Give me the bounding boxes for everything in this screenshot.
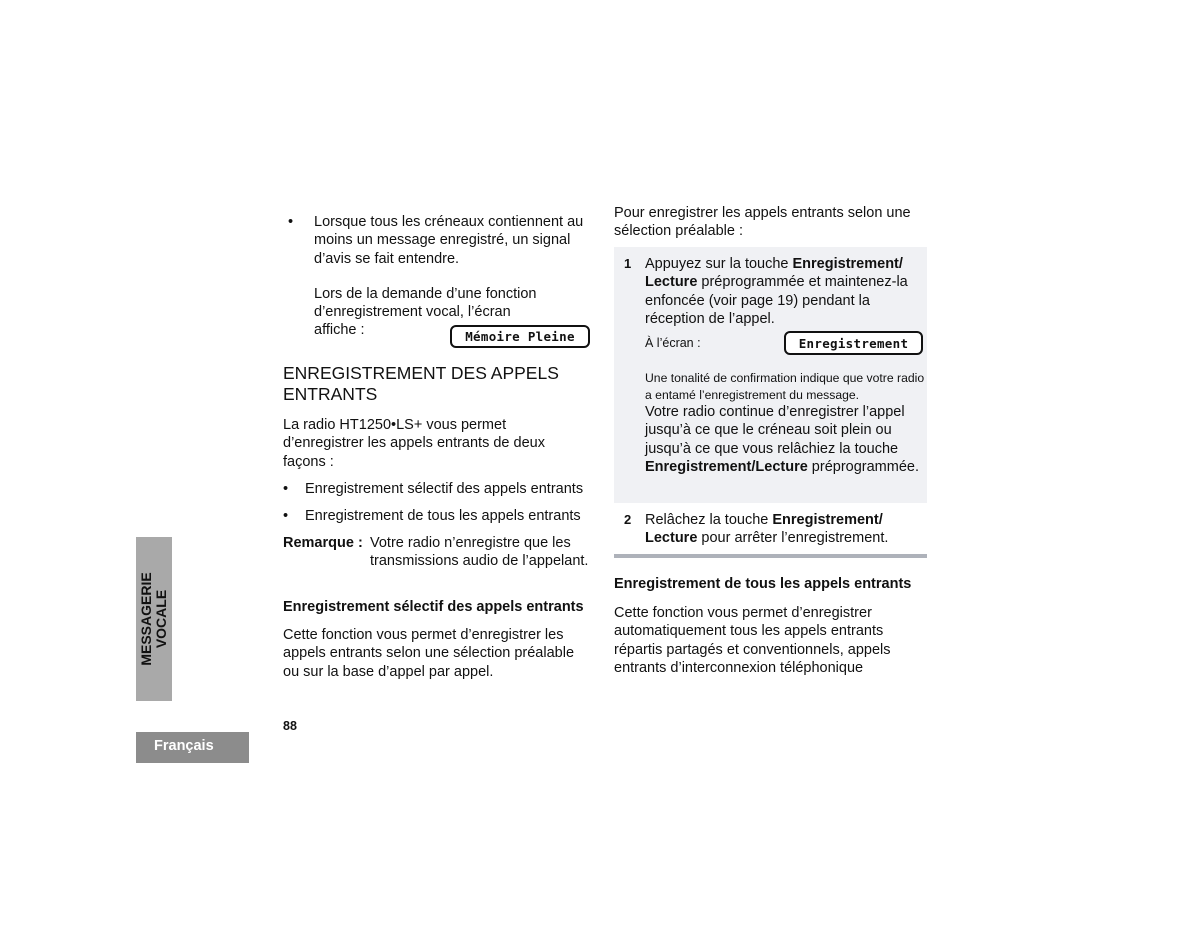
note-text: Votre radio n’enregistre que les transmissions audio de l’appelant.	[370, 535, 589, 570]
all-subheading: Enregistrement de tous les appels entrants	[614, 576, 912, 592]
all-text: Cette fonction vous permet d’enregistrer automatiquement tous les appels entrants répartis partagés et conventionnels, appels entrants d’interconnexion téléphonique	[614, 605, 891, 676]
step-1-number: 1	[624, 256, 632, 271]
page-number: 88	[283, 719, 297, 733]
request-text-affiche: affiche :	[314, 322, 365, 338]
section-heading: ENREGISTREMENT DES APPELS ENTRANTS	[283, 363, 559, 404]
request-text: Lors de la demande d’une fonction d’enregistrement vocal, l’écran	[314, 286, 537, 321]
note-label: Remarque :	[283, 535, 363, 551]
section-divider	[614, 554, 927, 558]
bullet-all: Enregistrement de tous les appels entrants	[305, 508, 581, 524]
lcd-enregistrement: Enregistrement	[784, 331, 923, 355]
intro-text: La radio HT1250•LS+ vous permet d’enregistrer les appels entrants de deux façons :	[283, 417, 545, 470]
lcd-memoire-pleine: Mémoire Pleine	[450, 325, 590, 348]
continue-text: Votre radio continue d’enregistrer l’appel jusqu’à ce que le créneau soit plein ou jusqu’à ce que vous relâchiez la touche Enregistrement/Lecture préprogrammée.	[645, 404, 919, 475]
screen-label: À l’écran :	[645, 336, 701, 350]
right-intro: Pour enregistrer les appels entrants selon une sélection préalable :	[614, 205, 911, 240]
section-side-tab-label: MESSAGERIE VOCALE	[138, 572, 169, 666]
selective-subheading: Enregistrement sélectif des appels entrants	[283, 599, 584, 615]
selective-text: Cette fonction vous permet d’enregistrer les appels entrants selon une sélection préalable ou sur la base d’appel par appel.	[283, 627, 575, 680]
bullet-marker: •	[283, 481, 289, 497]
bullet-marker: •	[288, 214, 294, 230]
language-tab: Français	[136, 732, 249, 763]
step-1-text: Appuyez sur la touche Enregistrement/ Lecture préprogrammée et maintenez-la enfoncée (voir page 19) pendant la réception de l’appel.	[645, 256, 908, 327]
tone-note: Une tonalité de confirmation indique que votre radio a entamé l’enregistrement du message.	[645, 371, 925, 402]
bullet-marker: •	[283, 508, 289, 524]
step-2-number: 2	[624, 512, 632, 527]
step-2-text: Relâchez la touche Enregistrement/ Lecture pour arrêter l’enregistrement.	[645, 512, 889, 547]
bullet-all-slots: Lorsque tous les créneaux contiennent au moins un message enregistré, un signal d’avis se fait entendre.	[314, 214, 584, 267]
bullet-selective: Enregistrement sélectif des appels entrants	[305, 481, 584, 497]
